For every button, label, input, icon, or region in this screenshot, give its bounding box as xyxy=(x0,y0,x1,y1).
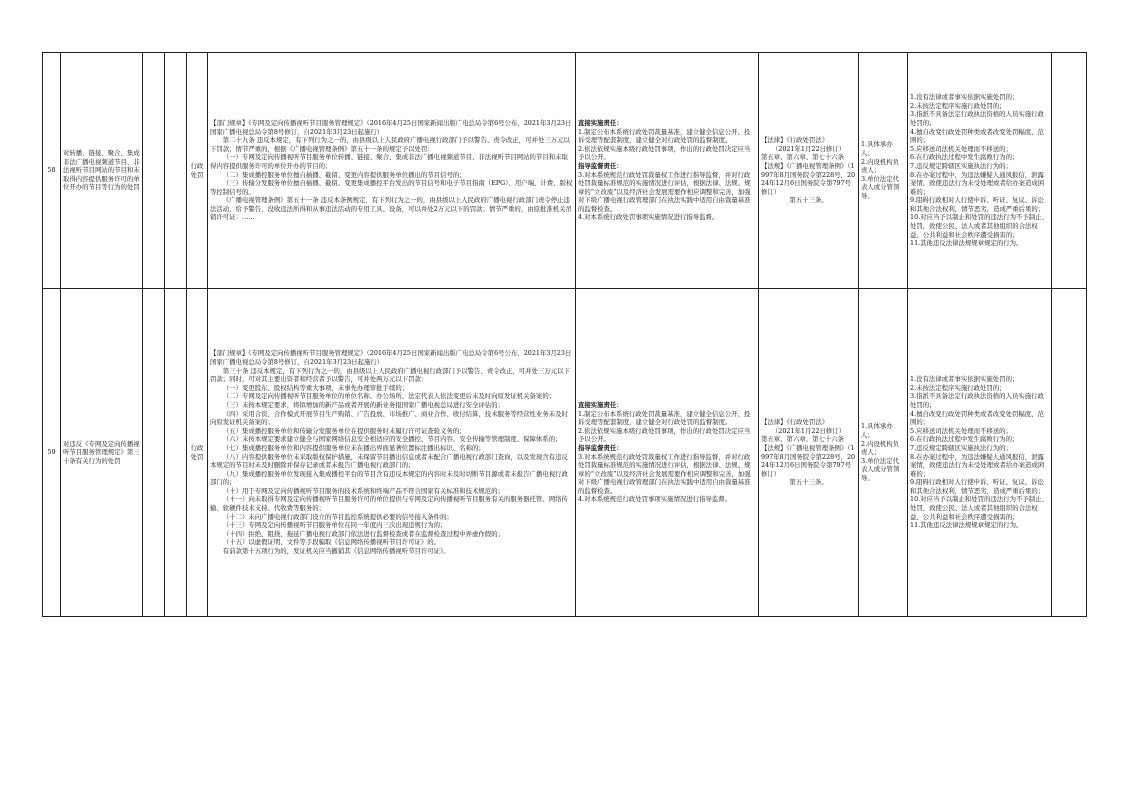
responsible-subject-item: 1.具体承办人； xyxy=(861,140,893,158)
power-name-cell: 对转播、链接、聚合、集成非法广播电视频道节目、非法视听节目网站的节目和未取得内容提供服务许可的单位开办的节目等行为的处罚 xyxy=(61,53,143,289)
responsible-subject-cell xyxy=(859,53,908,289)
accountability-basis-line: 【法规】《广播电视管理条例》（1997年8月国务院令第228号，2024年12月6日国务院令第797号修订） xyxy=(761,161,856,196)
responsibility-item: 2.依法依规实施本级行政处罚事项，作出的行政处罚决定应当予以公开。 xyxy=(578,144,751,162)
accountability-basis-cell xyxy=(759,289,859,617)
power-name-cell: 对违反《专网及定向传播视听节目服务管理规定》第三十条有关行为的处罚 xyxy=(61,289,143,617)
responsible-subject-item: 3.单位法定代表人或分管领导。 xyxy=(861,174,900,200)
responsibility-heading: 直接实施责任： xyxy=(578,400,623,409)
accountability-situation-item: 11.其他违反法律法规规章规定的行为。 xyxy=(910,239,1023,248)
responsibility-item: 3.对本系统规范行政处罚裁量权工作进行指导监督，并对行政处罚裁量标准规范的实施情况进行评估，根据法律、法规、规章的“立改废”以及经济社会发展需要作相应调整和完善，加强对下级广播电视行政管理部门在执法实践中适用自由裁量基准的监督检查。 xyxy=(578,452,751,495)
accountability-situation-cell xyxy=(908,53,1052,289)
accountability-situation-item: 11.其他违反法律法规规章规定的行为。 xyxy=(910,521,1023,530)
responsibility-item: 2.依法依规实施本级行政处罚事项，作出的行政处罚决定应当予以公开。 xyxy=(578,426,751,444)
responsibility-heading: 直接实施责任： xyxy=(578,118,623,127)
legal-basis-paragraph: （一）专网及定向传播视听节目服务单位转播、链接、聚合、集成非法广播电视频道节目、非法视听节目网站的节目和未取得内容提供服务许可的单位开办的节目的； xyxy=(210,153,568,170)
legal-basis-paragraph: 有前款第十五项行为的，发证机关应当撤销其《信息网络传播视听节目许可证》。 xyxy=(222,547,450,556)
responsibility-heading: 指导监督责任： xyxy=(578,443,623,452)
accountability-basis-cell xyxy=(759,53,859,289)
accountability-situation-item: 1.没有法律或者事实依据实施处罚的； xyxy=(910,375,1019,384)
remarks-cell xyxy=(1052,53,1087,289)
table-row xyxy=(43,53,1087,289)
power-category-cell: 行政处罚 xyxy=(187,289,208,617)
accountability-situation-item: 7.违反规定跨辖区实施执法行为的； xyxy=(910,443,1012,452)
responsibility-item: 4.对本系统规范行政处罚事项实施情况进行指导监督。 xyxy=(578,495,732,504)
legal-basis-paragraph: 第三十条 违反本规定，有下列行为之一的，由县级以上人民政府广播电视行政部门予以警告、责令改正，可并处三万元以下罚款；同时，可对其主要出资者和经营者予以警告，可并处两万元以下罚款： xyxy=(210,366,570,384)
empty-cell xyxy=(143,289,165,617)
accountability-situation-item: 3.指派不具备法定行政执法资格的人员实施行政处罚的； xyxy=(910,392,1044,409)
accountability-basis-line: （2021年1月22日修订） xyxy=(771,144,846,153)
legal-basis-paragraph: （二）专网及定向传播视听节目服务单位的单位名称、办公场所、法定代表人依法变更后未及时向原发证机关备案的； xyxy=(222,392,556,401)
legal-basis-paragraph: 【部门规章】《专网及定向传播视听节目服务管理规定》（2016年4月25日国家新闻出版广电总局令第6号公布，2021年3月23日国家广播电视总局令第8号修订，自2021年3月23日起施行） xyxy=(210,118,572,136)
accountability-basis-line: 第五章、第六章、第七十六条 xyxy=(761,435,845,444)
legal-basis-paragraph: （十一）向未取得专网及定向传播视听节目服务许可的单位提供与专网及定向传播视听节目服务有关的服务器托管、网络传输、软硬件技术支持、代收费等服务的； xyxy=(210,495,568,513)
responsible-subject-cell xyxy=(859,289,908,617)
accountability-situation-item: 8.在办案过程中，为违法嫌疑人通风报信，泄露案情，致使违法行为未受处理或者给办案造成困难的； xyxy=(910,170,1045,196)
accountability-situation-item: 5.应移送司法机关处理而不移送的； xyxy=(910,426,1012,435)
responsible-subject-item: 2.内设机构负责人； xyxy=(861,157,900,175)
responsibility-item: 1.制定公布本系统行政处罚裁量基准，建立健全信息公开、投诉受理等配套制度，建立健全对行政处罚的监督制度。 xyxy=(578,409,751,427)
legal-basis-cell xyxy=(208,289,576,617)
accountability-situation-cell xyxy=(908,289,1052,617)
legal-basis-paragraph: （十二）未向广播电视行政部门设立的节目监控系统提供必要的信号接入条件的； xyxy=(222,512,453,521)
legal-basis-paragraph: （七）集成播控服务单位和内容提供服务单位未在播出界面显著位置标注播出标识、名称的； xyxy=(222,443,485,452)
responsibility-cell xyxy=(576,289,759,617)
accountability-situation-item: 10.对应当予以制止和处罚的违法行为不予制止、处罚，致使公民、法人或者其他组织的合法权益、公共利益和社会秩序遭受损害的； xyxy=(910,213,1048,239)
responsibility-cell xyxy=(576,53,759,289)
legal-basis-paragraph: （八）内容提供服务单位未采取版权保护措施，未保留节目播出信息或者未配合广播电视行政部门查询，以及发现含有违反本规定的节目时未及时删除并保存记录或者未报告广播电视行政部门的； xyxy=(210,452,568,470)
accountability-basis-line: 第五十三条。 xyxy=(789,196,828,205)
accountability-basis-line: 【法规】《广播电视管理条例》（1997年8月国务院令第228号，2024年12月6日国务院令第797号修订） xyxy=(761,443,856,478)
responsible-subject-item: 2.内设机构负责人； xyxy=(861,439,900,457)
legal-basis-paragraph: （三）传输分发服务单位擅自插播、截留、变更集成播控平台发出的节目信号和电子节目指南（EPG）、用户端、计费、版权等控制信号的。 xyxy=(210,179,573,196)
accountability-situation-item: 4.擅自改变行政处罚种类或者改变处罚幅度、范围的； xyxy=(910,409,1044,427)
power-category-cell: 行政处罚 xyxy=(187,53,208,289)
accountability-basis-line: 【法律】《行政处罚法》 xyxy=(761,418,829,427)
legal-basis-paragraph: （三）未按本规定要求，将拟增加的新产品或者开展的新业务报国家广播电视总局进行安全评估的； xyxy=(222,400,504,409)
accountability-situation-item: 9.阻碍行政相对人行使申诉、听证、复议、诉讼和其他合法权利，情节恶劣，造成严重后果的； xyxy=(910,196,1045,213)
empty-cell xyxy=(143,53,165,289)
accountability-basis-line: 第五章、第六章、第七十六条 xyxy=(761,153,845,162)
legal-basis-paragraph: （一）变更股东、股权结构等重大事项，未事先办理审批手续的； xyxy=(222,383,409,392)
power-list-table xyxy=(42,52,1087,617)
legal-basis-paragraph: （九）集成播控服务单位发现接入集成播控平台的节目含有违反本规定的内容时未及时切断节目源或者未报告广播电视行政部门的； xyxy=(210,469,568,487)
accountability-situation-item: 6.在行政执法过程中发生腐败行为的； xyxy=(910,435,1019,444)
accountability-situation-item: 2.未按法定程序实施行政处罚的； xyxy=(910,101,1006,110)
accountability-situation-item: 4.擅自改变行政处罚种类或者改变处罚幅度、范围的； xyxy=(910,127,1044,145)
accountability-situation-item: 8.在办案过程中，为违法嫌疑人通风报信，泄露案情，致使违法行为未受处理或者给办案造成困难的； xyxy=(910,452,1045,478)
accountability-basis-line: 第五十三条。 xyxy=(789,478,828,487)
accountability-basis-line: 【法律】《行政处罚法》 xyxy=(761,136,829,145)
responsible-subject-item: 3.单位法定代表人或分管领导。 xyxy=(861,456,900,482)
empty-cell xyxy=(165,53,187,289)
accountability-situation-item: 5.应移送司法机关处理而不移送的； xyxy=(910,144,1012,153)
legal-basis-paragraph: （十）用于专网及定向传播视听节目服务的技术系统和终端产品不符合国家有关标准和技术规范的； xyxy=(222,486,504,495)
legal-basis-paragraph: 《广播电视管理条例》第五十一条 违反本条例规定，有下列行为之一的，由县级以上人民政府广播电视行政部门责令停止违法活动，给予警告，没收违法所得和从事违法活动的专用工具、设备，可以并处2万元以下的罚款；情节严重的，由原批准机关吊销许可证：…… xyxy=(210,196,572,222)
legal-basis-paragraph: （四）采用合资、合作模式开展节目生产购销、广告投放、市场推广、商业合作、收付结算、技术服务等经营性业务未及时向原发证机关备案的； xyxy=(210,409,568,427)
legal-basis-paragraph: 第二十九条 违反本规定，有下列行为之一的，由县级以上人民政府广播电视行政部门予以警告、责令改正，可并处三万元以下罚款；情节严重的，根据《广播电视管理条例》第五十一条的规定予以处罚： xyxy=(210,136,570,153)
legal-basis-paragraph: （十五）以虚假证明、文件等手段骗取《信息网络传播视听节目许可证》的。 xyxy=(222,538,441,547)
accountability-situation-item: 6.在行政执法过程中发生腐败行为的； xyxy=(910,153,1019,162)
row-number-cell: 58 xyxy=(43,53,61,289)
legal-basis-cell xyxy=(208,53,576,289)
legal-basis-paragraph: （十三）专网及定向传播视听节目服务单位在同一年度内三次出现违规行为的； xyxy=(222,521,447,530)
legal-basis-paragraph: （五）集成播控服务单位和传输分发服务单位在提供服务时未履行许可证查验义务的； xyxy=(222,426,466,435)
legal-basis-paragraph: （二）集成播控服务单位擅自插播、截留、变更内容提供服务单位播出的节目信号的； xyxy=(222,170,466,179)
responsibility-item: 3.对本系统规范行政处罚裁量权工作进行指导监督，并对行政处罚裁量标准规范的实施情况进行评估，根据法律、法规、规章的“立改废”以及经济社会发展需要作相应调整和完善，加强对下级广播电视行政管理部门在执法实践中适用自由裁量基准的监督检查。 xyxy=(578,170,751,213)
remarks-cell xyxy=(1052,289,1087,617)
table-row xyxy=(43,289,1087,617)
responsible-subject-item: 1.具体承办人； xyxy=(861,422,893,440)
table-body xyxy=(43,53,1087,617)
accountability-situation-item: 7.违反规定跨辖区实施执法行为的； xyxy=(910,161,1012,170)
legal-basis-paragraph: 【部门规章】《专网及定向传播视听节目服务管理规定》（2016年4月25日国家新闻出版广电总局令第6号公布，2021年3月23日国家广播电视总局令第8号修订，自2021年3月23日起施行） xyxy=(210,349,572,366)
accountability-situation-item: 2.未按法定程序实施行政处罚的； xyxy=(910,383,1006,392)
accountability-situation-item: 1.没有法律或者事实依据实施处罚的； xyxy=(910,93,1019,102)
responsibility-item: 1.制定公布本系统行政处罚裁量基准，建立健全信息公开、投诉受理等配套制度，建立健全对行政处罚的监督制度。 xyxy=(578,127,751,145)
responsibility-item: 4.对本系统行政处罚事项实施情况进行指导监督。 xyxy=(578,213,719,222)
accountability-situation-item: 10.对应当予以制止和处罚的违法行为不予制止、处罚，致使公民、法人或者其他组织的合法权益、公共利益和社会秩序遭受损害的； xyxy=(910,495,1048,521)
accountability-situation-item: 9.阻碍行政相对人行使申诉、听证、复议、诉讼和其他合法权利，情节恶劣，造成严重后果的； xyxy=(910,478,1045,495)
row-number-cell: 59 xyxy=(43,289,61,617)
legal-basis-paragraph: （十四）拒绝、阻挠、拖延广播电视行政部门依法进行监督检查或者在监督检查过程中弄虚作假的； xyxy=(222,529,504,538)
responsibility-heading: 指导监督责任： xyxy=(578,161,623,170)
legal-basis-paragraph: （六）未按本规定要求建立健全与国家网络信息安全相适应的安全播控、节目内容、安全传输等管理制度、保障体系的； xyxy=(222,435,562,444)
empty-cell xyxy=(165,289,187,617)
accountability-situation-item: 3.指派不具备法定行政执法资格的人员实施行政处罚的； xyxy=(910,110,1044,127)
accountability-basis-line: （2021年1月22日修订） xyxy=(771,426,846,435)
